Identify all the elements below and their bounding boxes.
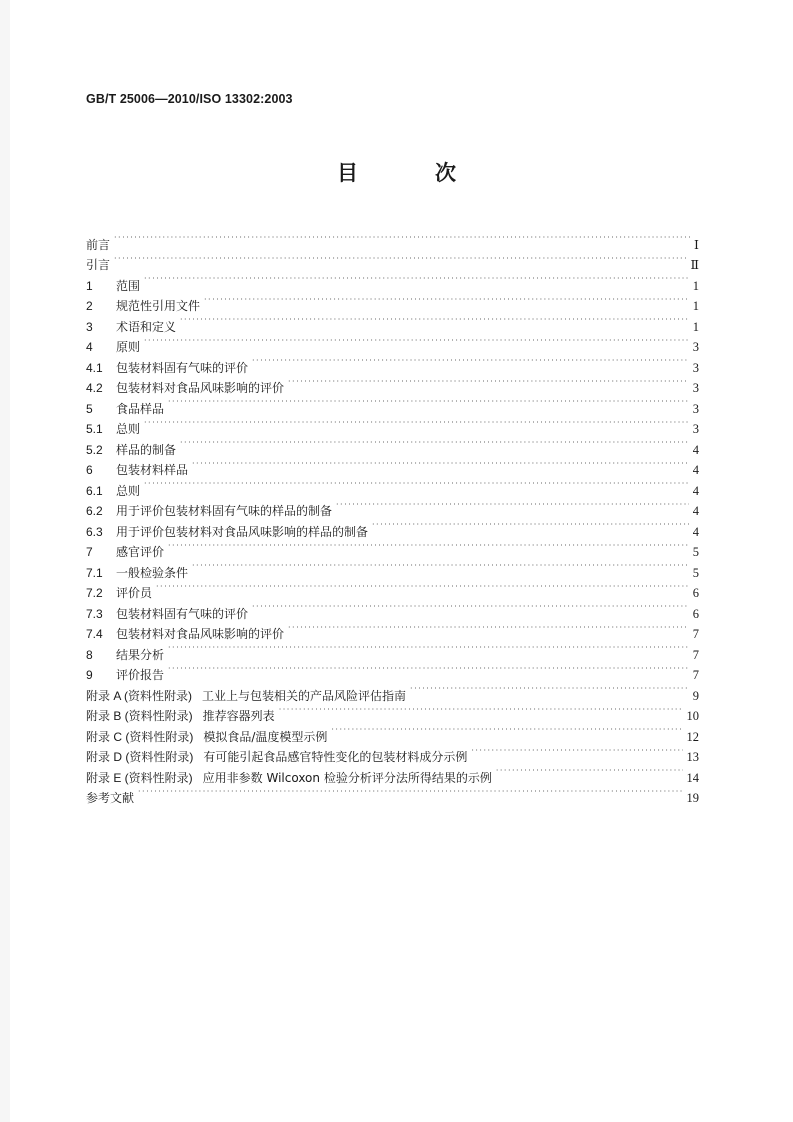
toc-dot-leader	[336, 495, 689, 516]
toc-entry[interactable]	[86, 228, 699, 252]
toc-entry[interactable]	[86, 331, 699, 352]
toc-entry[interactable]	[86, 659, 699, 680]
toc-page-number: 6	[692, 586, 699, 600]
toc-entry[interactable]	[86, 474, 699, 498]
toc-dot-leader	[168, 536, 689, 557]
toc-dot-leader	[410, 679, 689, 700]
toc-page-number: Ⅱ	[690, 258, 699, 272]
toc-entry-label: 应用非参数 Wilcoxon 检验分析评分法所得结果的示例	[202, 770, 492, 785]
toc-page-number: 6	[692, 606, 699, 621]
toc-page-number: 9	[692, 688, 699, 703]
toc-page-number: 3	[692, 360, 699, 375]
toc-dot-leader	[114, 228, 690, 249]
toc-dot-leader	[192, 454, 689, 475]
toc-page-number: 12	[686, 729, 699, 744]
toc-entry[interactable]	[86, 495, 699, 516]
toc-dot-leader	[331, 720, 682, 741]
toc-entry[interactable]	[86, 413, 699, 434]
toc-section-number: 8	[86, 647, 93, 662]
toc-entry[interactable]	[86, 782, 699, 803]
toc-entry-label: 评价员	[116, 586, 153, 600]
toc-section-number: 7.3	[86, 606, 103, 621]
toc-dot-leader	[168, 638, 689, 659]
toc-annex-number: 附录 E (资料性附录)	[86, 770, 193, 785]
toc-section-number: 6.1	[86, 483, 103, 498]
toc-entry-label: 参考文献	[86, 791, 135, 805]
toc-entry-label: 原则	[116, 340, 141, 354]
toc-page-number: 3	[692, 340, 699, 354]
toc-entry-label: 范围	[116, 278, 141, 293]
toc-dot-leader	[180, 433, 689, 454]
toc-entry-label: 包装材料样品	[116, 463, 189, 477]
toc-dot-leader	[156, 577, 689, 598]
toc-section-number: 7.4	[86, 627, 103, 641]
toc-section-number: 7	[86, 545, 93, 559]
toc-entry[interactable]	[86, 290, 699, 311]
toc-page-number: 4	[692, 463, 699, 477]
toc-entry-label: 总则	[116, 483, 141, 498]
toc-page-number: 1	[692, 319, 699, 334]
toc-section-number: 3	[86, 319, 93, 334]
toc-entry-label: 样品的制备	[116, 442, 177, 457]
toc-dot-leader	[252, 597, 689, 618]
toc-section-number: 6.3	[86, 524, 103, 539]
toc-dot-leader	[372, 515, 689, 536]
table-of-contents	[86, 228, 699, 805]
toc-entry-label: 结果分析	[116, 647, 165, 662]
toc-dot-leader	[168, 659, 689, 680]
toc-section-number: 5.1	[86, 422, 103, 436]
toc-dot-leader	[496, 761, 683, 782]
standard-code: GB/T 25006—2010/ISO 13302:2003	[86, 92, 293, 106]
toc-annex-number: 附录 A (资料性附录)	[86, 688, 193, 703]
page-title: 目 次	[337, 161, 484, 185]
toc-section-number: 4.2	[86, 381, 103, 395]
toc-dot-leader	[180, 310, 689, 331]
toc-entry[interactable]	[86, 597, 699, 621]
toc-dot-leader	[252, 351, 689, 372]
toc-dot-leader	[114, 249, 686, 270]
toc-dot-leader	[192, 556, 689, 577]
toc-entry-label: 一般检验条件	[116, 565, 189, 580]
toc-page-number: 14	[686, 770, 699, 785]
toc-page-number: 4	[692, 504, 699, 518]
toc-entry-label: 总则	[116, 422, 141, 436]
toc-entry-label: 术语和定义	[116, 319, 177, 334]
toc-page-number: 5	[692, 545, 699, 559]
toc-dot-leader	[288, 618, 689, 639]
toc-entry[interactable]	[86, 392, 699, 416]
toc-dot-leader	[144, 269, 689, 290]
toc-entry-label: 食品样品	[116, 401, 165, 416]
toc-section-number: 6	[86, 463, 93, 477]
toc-page-number: 7	[692, 668, 699, 682]
toc-entry[interactable]	[86, 249, 699, 270]
toc-page-number: 10	[686, 709, 699, 723]
toc-dot-leader	[279, 700, 683, 721]
toc-entry-label: 感官评价	[116, 545, 165, 559]
toc-dot-leader	[144, 413, 689, 434]
toc-annex-number: 附录 C (资料性附录)	[86, 729, 194, 744]
toc-entry[interactable]	[86, 351, 699, 375]
toc-entry-label: 引言	[86, 258, 111, 272]
toc-entry-label: 评价报告	[116, 668, 165, 682]
toc-entry[interactable]	[86, 577, 699, 598]
toc-entry-label: 模拟食品/温度模型示例	[203, 729, 328, 744]
toc-dot-leader	[288, 372, 689, 393]
toc-entry[interactable]	[86, 638, 699, 662]
toc-annex-number: 附录 B (资料性附录)	[86, 709, 193, 723]
toc-page-number: 3	[692, 401, 699, 416]
toc-entry-label: 包装材料固有气味的评价	[116, 360, 249, 375]
toc-entry-label: 规范性引用文件	[116, 299, 201, 313]
toc-entry-label: 有可能引起食品感官特性变化的包装材料成分示例	[203, 750, 468, 764]
toc-entry-label: 包装材料固有气味的评价	[116, 606, 249, 621]
toc-page-number: 4	[692, 483, 699, 498]
toc-entry-label: 用于评价包装材料对食品风味影响的样品的制备	[116, 524, 369, 539]
toc-page-number: 3	[692, 422, 699, 436]
toc-page-number: 19	[686, 791, 699, 805]
toc-page-number: 3	[692, 381, 699, 395]
toc-entry[interactable]	[86, 433, 699, 457]
toc-section-number: 4.1	[86, 360, 103, 375]
toc-entry[interactable]	[86, 269, 699, 293]
toc-page-number: 7	[692, 647, 699, 662]
toc-page-number: 13	[686, 750, 699, 764]
toc-dot-leader	[144, 331, 689, 352]
toc-section-number: 4	[86, 340, 93, 354]
toc-page-number: 4	[692, 442, 699, 457]
toc-dot-leader	[144, 474, 689, 495]
toc-entry[interactable]	[86, 679, 699, 703]
toc-entry-label: 推荐容器列表	[202, 709, 275, 723]
toc-dot-leader	[168, 392, 689, 413]
toc-section-number: 7.2	[86, 586, 103, 600]
toc-entry-label: 前言	[86, 237, 111, 252]
toc-page-number: 7	[692, 627, 699, 641]
toc-entry-label: 工业上与包装相关的产品风险评估指南	[202, 688, 407, 703]
toc-entry-label: 用于评价包装材料固有气味的样品的制备	[116, 504, 333, 518]
toc-section-number: 2	[86, 299, 93, 313]
toc-section-number: 1	[86, 278, 93, 293]
toc-page-number: 5	[692, 565, 699, 580]
toc-page-number: 4	[692, 524, 699, 539]
toc-entry-label: 包装材料对食品风味影响的评价	[116, 627, 285, 641]
toc-page-number: Ⅰ	[694, 237, 699, 252]
toc-page-number: 1	[692, 299, 699, 313]
toc-dot-leader	[138, 782, 682, 803]
toc-section-number: 5	[86, 401, 93, 416]
toc-section-number: 5.2	[86, 442, 103, 457]
toc-entry-label: 包装材料对食品风味影响的评价	[116, 381, 285, 395]
toc-entry[interactable]	[86, 536, 699, 557]
toc-dot-leader	[471, 741, 682, 762]
toc-section-number: 6.2	[86, 504, 103, 518]
toc-section-number: 7.1	[86, 565, 103, 580]
toc-dot-leader	[204, 290, 689, 311]
toc-annex-number: 附录 D (资料性附录)	[86, 750, 194, 764]
toc-page-number: 1	[692, 278, 699, 293]
toc-section-number: 9	[86, 668, 93, 682]
toc-entry[interactable]	[86, 556, 699, 580]
